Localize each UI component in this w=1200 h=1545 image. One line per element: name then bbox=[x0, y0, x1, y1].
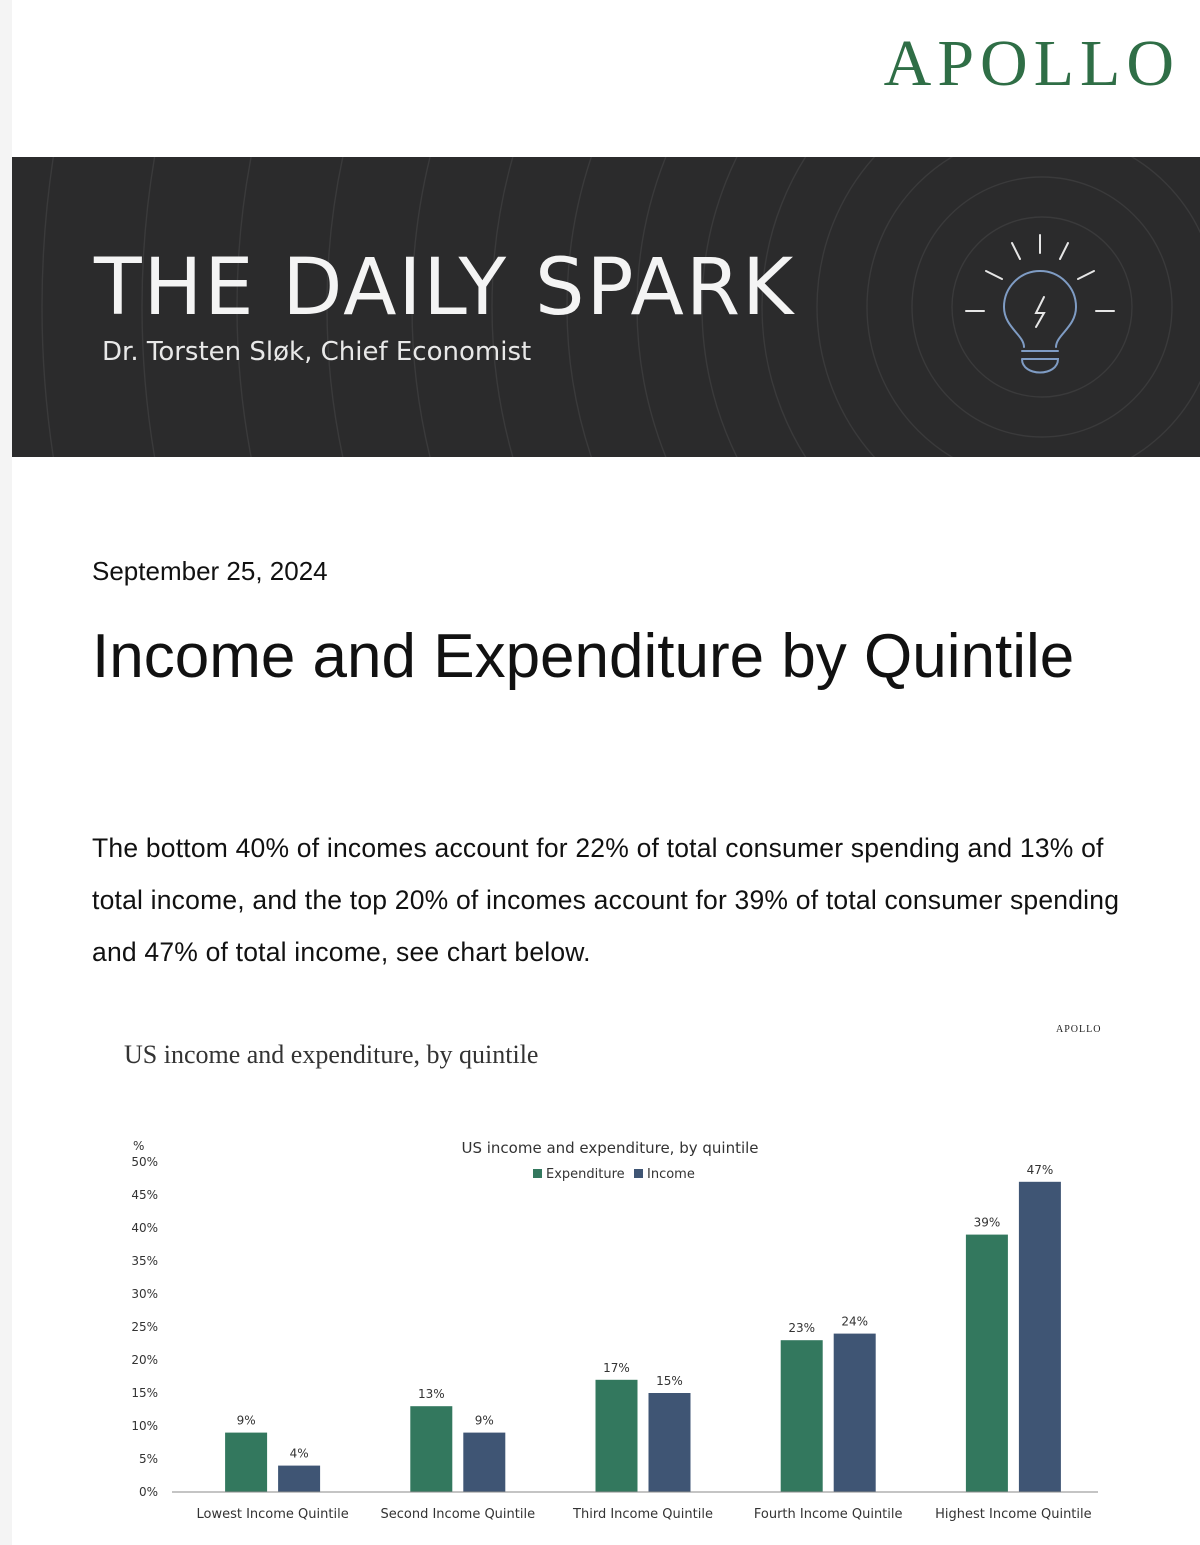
y-tick-label: 15% bbox=[131, 1386, 158, 1400]
x-tick-label: Third Income Quintile bbox=[573, 1507, 713, 1522]
bar-expenditure bbox=[225, 1433, 267, 1492]
bar-data-label: 15% bbox=[656, 1374, 683, 1388]
bar-chart bbox=[0, 1120, 1200, 1540]
legend-swatch-income bbox=[634, 1169, 643, 1178]
legend-label-income: Income bbox=[647, 1167, 695, 1182]
banner-title: THE DAILY SPARK bbox=[94, 243, 796, 333]
bar-income bbox=[278, 1466, 320, 1492]
y-tick-label: 40% bbox=[131, 1221, 158, 1235]
y-tick-label: 20% bbox=[131, 1353, 158, 1367]
legend-label-expenditure: Expenditure bbox=[546, 1167, 625, 1182]
bar-expenditure bbox=[966, 1235, 1008, 1492]
bar-data-label: 39% bbox=[973, 1215, 1001, 1230]
bar-income bbox=[463, 1433, 505, 1492]
bar-income bbox=[649, 1393, 691, 1492]
bar-data-label: 13% bbox=[417, 1387, 445, 1402]
chart-source-brand: APOLLO bbox=[1056, 1024, 1102, 1035]
x-tick-label: Lowest Income Quintile bbox=[196, 1507, 349, 1522]
bar-data-label: 9% bbox=[236, 1413, 256, 1428]
legend-swatch-expenditure bbox=[533, 1169, 542, 1178]
y-tick-label: 5% bbox=[138, 1452, 158, 1466]
chart-heading: US income and expenditure, by quintile bbox=[124, 1040, 539, 1069]
y-tick-label: 25% bbox=[131, 1320, 158, 1334]
bar-data-label: 9% bbox=[474, 1413, 494, 1428]
apollo-logo[interactable]: APOLLO bbox=[883, 27, 1180, 100]
y-tick-label: 45% bbox=[131, 1188, 158, 1202]
article-date: September 25, 2024 bbox=[92, 556, 328, 586]
y-tick-label: 30% bbox=[131, 1287, 158, 1301]
bar-income bbox=[1019, 1182, 1061, 1492]
x-tick-label: Highest Income Quintile bbox=[935, 1507, 1092, 1522]
x-tick-label: Second Income Quintile bbox=[380, 1507, 536, 1522]
y-tick-label: 35% bbox=[131, 1254, 158, 1268]
bar-data-label: 17% bbox=[603, 1360, 630, 1375]
daily-spark-banner bbox=[12, 157, 1200, 457]
chart-title: US income and expenditure, by quintile bbox=[461, 1139, 759, 1157]
y-tick-label: 0% bbox=[138, 1485, 158, 1499]
x-tick-label: Fourth Income Quintile bbox=[753, 1507, 903, 1522]
bar-expenditure bbox=[410, 1406, 452, 1492]
bar-data-label: 24% bbox=[841, 1314, 869, 1329]
lightbulb-icon bbox=[952, 227, 1142, 387]
bar-expenditure bbox=[781, 1340, 823, 1492]
banner-subtitle: Dr. Torsten Sløk, Chief Economist bbox=[102, 337, 532, 367]
bar-data-label: 47% bbox=[1026, 1162, 1054, 1177]
y-tick-label: 10% bbox=[131, 1419, 158, 1433]
bar-data-label: 23% bbox=[788, 1321, 816, 1336]
y-tick-label: 50% bbox=[131, 1155, 158, 1169]
bar-data-label: 4% bbox=[289, 1446, 309, 1461]
article-body: The bottom 40% of incomes account for 22% of total consumer spending and 13% of total income, and the top 20% of incomes account for 39% of total consumer spending and 47% of total income, see chart below. bbox=[92, 833, 1120, 967]
bar-expenditure bbox=[596, 1380, 638, 1492]
y-axis-label: % bbox=[133, 1139, 145, 1153]
article-title: Income and Expenditure by Quintile bbox=[92, 622, 1075, 691]
bar-income bbox=[834, 1334, 876, 1492]
